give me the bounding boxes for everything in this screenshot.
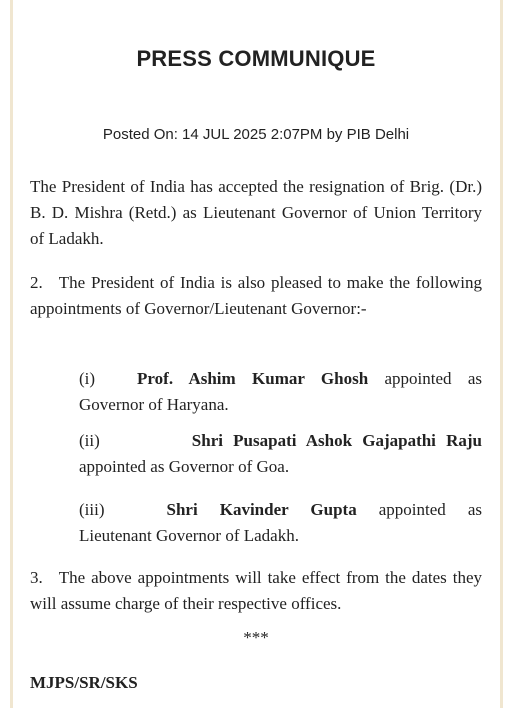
paragraph-3 <box>30 565 482 617</box>
appointment-detail: appointed as Governor of Goa. <box>79 457 290 476</box>
appointee-name: Shri Kavinder Gupta <box>166 500 357 519</box>
appointment-marker: (i) <box>79 369 96 388</box>
appointment-detail: appointed as Lieutenant Governor of Ladakh. <box>79 500 482 545</box>
right-margin-rule <box>500 0 503 708</box>
paragraph-1: The President of India has accepted the resignation of Brig. (Dr.) B. D. Mishra (Retd.) as Lieutenant Governor of Union Territory of Ladakh. <box>30 177 482 248</box>
left-margin-rule <box>10 0 13 708</box>
paragraph-2-number: 2. <box>30 273 43 292</box>
appointment-item <box>79 366 482 418</box>
appointment-marker: (iii) <box>79 500 105 519</box>
reference-code: MJPS/SR/SKS <box>30 673 138 692</box>
paragraph-2 <box>30 270 482 322</box>
document-title: PRESS COMMUNIQUE <box>136 46 376 71</box>
paragraph-3-text: The above appointments will take effect from the dates they will assume charge of their respective offices. <box>30 568 482 613</box>
appointee-name: Shri Pusapati Ashok Gajapathi Raju <box>191 431 482 450</box>
appointee-name: Prof. Ashim Kumar Ghosh <box>137 369 369 388</box>
posted-on-line: Posted On: 14 JUL 2025 2:07PM by PIB Delhi <box>102 126 410 143</box>
appointment-item <box>79 428 482 480</box>
appointment-marker: (ii) <box>79 431 100 450</box>
separator: *** <box>243 628 269 647</box>
appointment-detail: appointed as Governor of Haryana. <box>79 369 483 414</box>
paragraph-2-text: The President of India is also pleased to make the following appointments of Governor/Lieutenant Governor:- <box>30 273 482 318</box>
appointment-item <box>79 497 482 549</box>
paragraph-3-number: 3. <box>30 568 43 587</box>
